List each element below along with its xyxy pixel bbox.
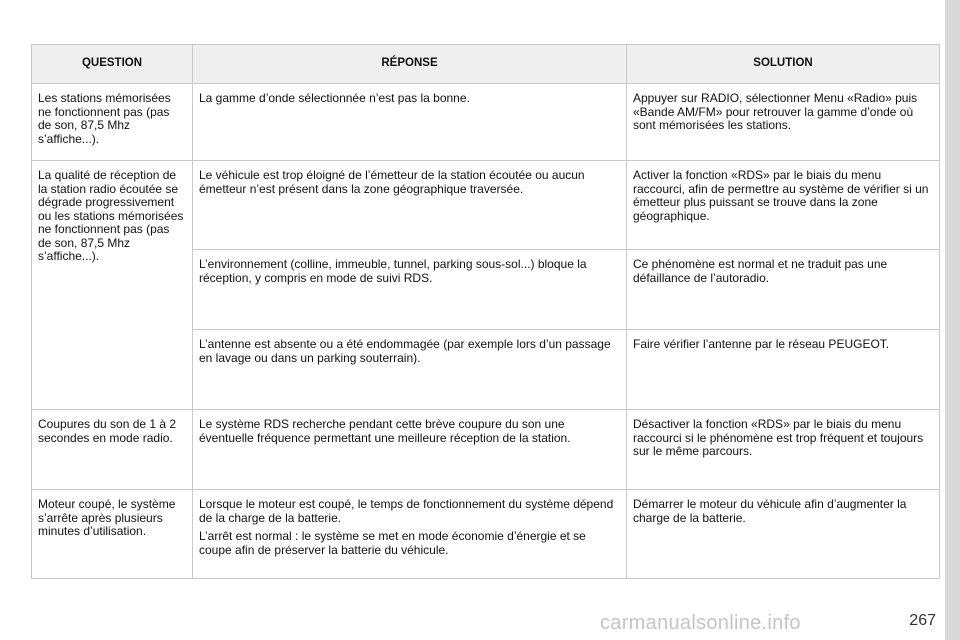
answer-paragraph: Lorsque le moteur est coupé, le temps de fonctionnement du système dépend de la charge de la batterie. [199, 497, 614, 525]
page-edge-bar [945, 0, 960, 640]
question-cell: Moteur coupé, le système s’arrête après plusieurs minutes d’utilisation. [32, 490, 193, 579]
table-row [32, 410, 940, 490]
header-row [32, 45, 940, 84]
answer-cell: L’environnement (colline, immeuble, tunnel, parking sous-sol...) bloque la réception, y compris en mode de suivi RDS. [193, 250, 627, 330]
answer-cell: L’antenne est absente ou a été endommagée (par exemple lors d’un passage en lavage ou dans un parking souterrain). [193, 330, 627, 410]
solution-cell: Désactiver la fonction «RDS» par le biais du menu raccourci si le phénomène est trop fréquent et toujours sur le même parcours. [627, 410, 940, 490]
answer-cell [193, 490, 627, 579]
table-row [32, 161, 940, 250]
watermark-text: carmanualsonline.info [600, 612, 801, 634]
solution-cell: Démarrer le moteur du véhicule afin d’augmenter la charge de la batterie. [627, 490, 940, 579]
table-row [32, 84, 940, 161]
question-cell: La qualité de réception de la station radio écoutée se dégrade progressivement ou les stations mémorisées ne fonctionnent pas (pas de son, 87,5 Mhz s’affiche...). [32, 161, 193, 410]
header-question: QUESTION [32, 45, 193, 84]
header-solution: SOLUTION [627, 45, 940, 84]
answer-paragraph: L’arrêt est normal : le système se met en mode économie d’énergie et se coupe afin de préserver la batterie du véhicule. [199, 529, 586, 557]
answer-cell: La gamme d’onde sélectionnée n’est pas la bonne. [193, 84, 627, 161]
answer-cell: Le véhicule est trop éloigné de l’émetteur de la station écoutée ou aucun émetteur n’est présent dans la zone géographique traversée. [193, 161, 627, 250]
table-row [32, 490, 940, 579]
faq-table [31, 44, 940, 579]
solution-cell: Faire vérifier l’antenne par le réseau PEUGEOT. [627, 330, 940, 410]
question-cell: Les stations mémorisées ne fonctionnent pas (pas de son, 87,5 Mhz s’affiche...). [32, 84, 193, 161]
solution-cell: Appuyer sur RADIO, sélectionner Menu «Radio» puis «Bande AM/FM» pour retrouver la gamme d’onde où sont mémorisées les stations. [627, 84, 940, 161]
solution-cell: Activer la fonction «RDS» par le biais du menu raccourci, afin de permettre au système de vérifier si un émetteur plus puissant se trouve dans la zone géographique. [627, 161, 940, 250]
question-cell: Coupures du son de 1 à 2 secondes en mode radio. [32, 410, 193, 490]
answer-cell: Le système RDS recherche pendant cette brève coupure du son une éventuelle fréquence permettant une meilleure réception de la station. [193, 410, 627, 490]
header-answer: RÉPONSE [193, 45, 627, 84]
page-number: 267 [909, 612, 936, 629]
solution-cell: Ce phénomène est normal et ne traduit pas une défaillance de l’autoradio. [627, 250, 940, 330]
